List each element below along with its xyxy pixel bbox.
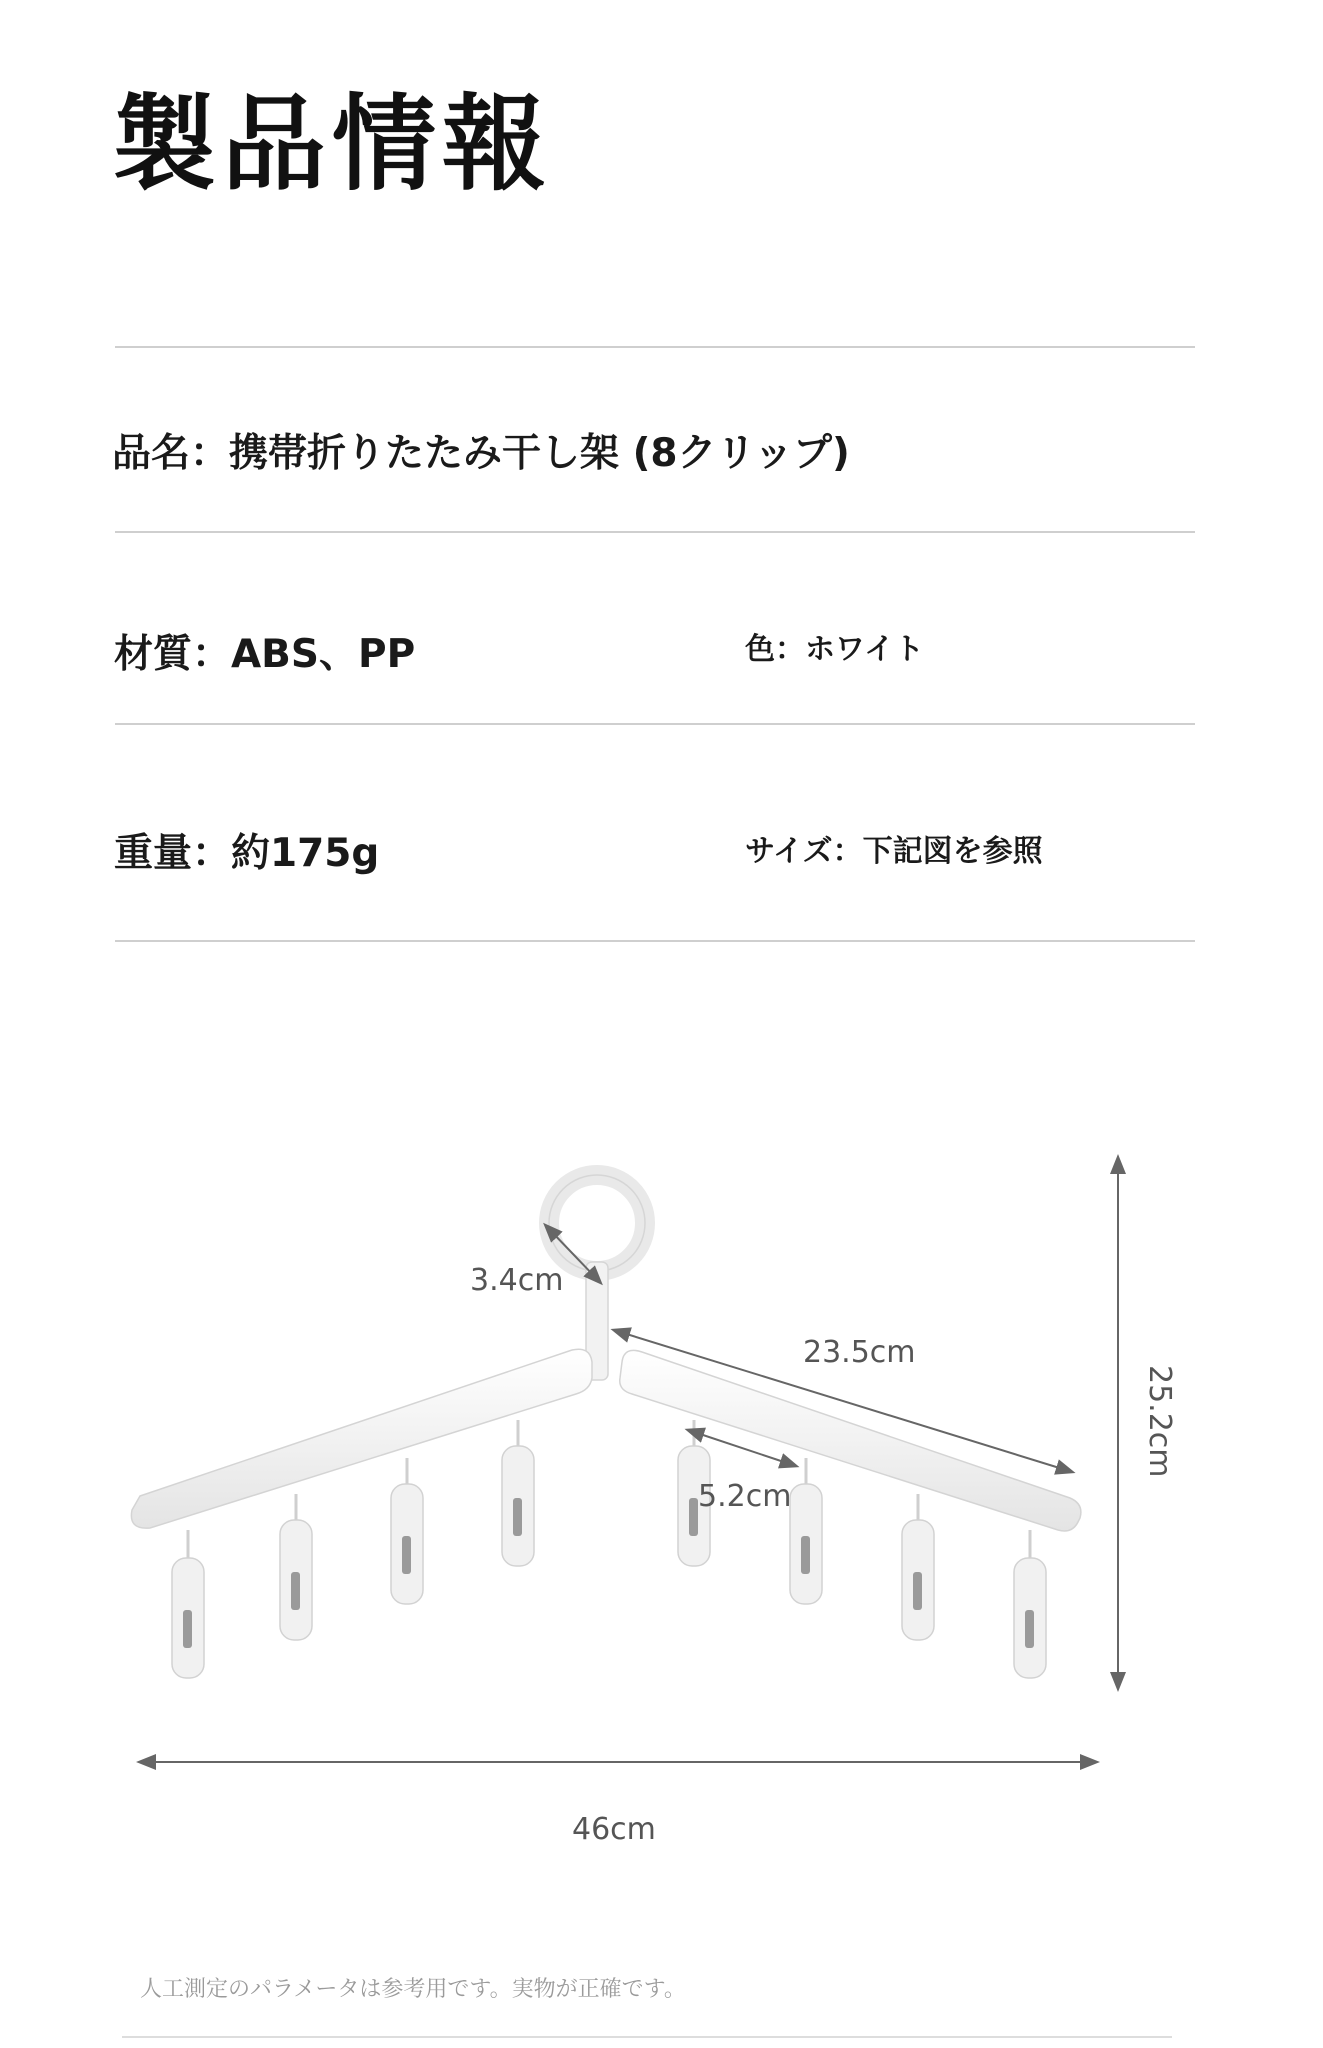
- clip-spacing-label: 5.2cm: [698, 1479, 792, 1514]
- divider: [122, 2036, 1172, 2038]
- weight-spec: 重量：約175g: [114, 831, 380, 876]
- hanger-size-diagram: [0, 1120, 1323, 1880]
- color-spec: 色：ホワイト: [745, 632, 925, 667]
- arm-length-label: 23.5cm: [803, 1335, 916, 1370]
- footnote: 人工測定のパラメータは参考用です。実物が正確です。: [140, 1977, 686, 2002]
- divider: [115, 346, 1195, 348]
- hook-diameter-label: 3.4cm: [470, 1263, 564, 1298]
- page-title: 製品情報: [112, 83, 553, 205]
- product-name: 品名：携帯折りたたみ干し架 (8クリップ): [112, 431, 850, 476]
- height-label: 25.2cm: [1142, 1365, 1177, 1478]
- width-label: 46cm: [572, 1812, 656, 1847]
- divider: [115, 940, 1195, 942]
- size-spec: サイズ：下記図を参照: [745, 834, 1043, 869]
- divider: [115, 723, 1195, 725]
- material-spec: 材質：ABS、PP: [114, 632, 416, 677]
- divider: [115, 531, 1195, 533]
